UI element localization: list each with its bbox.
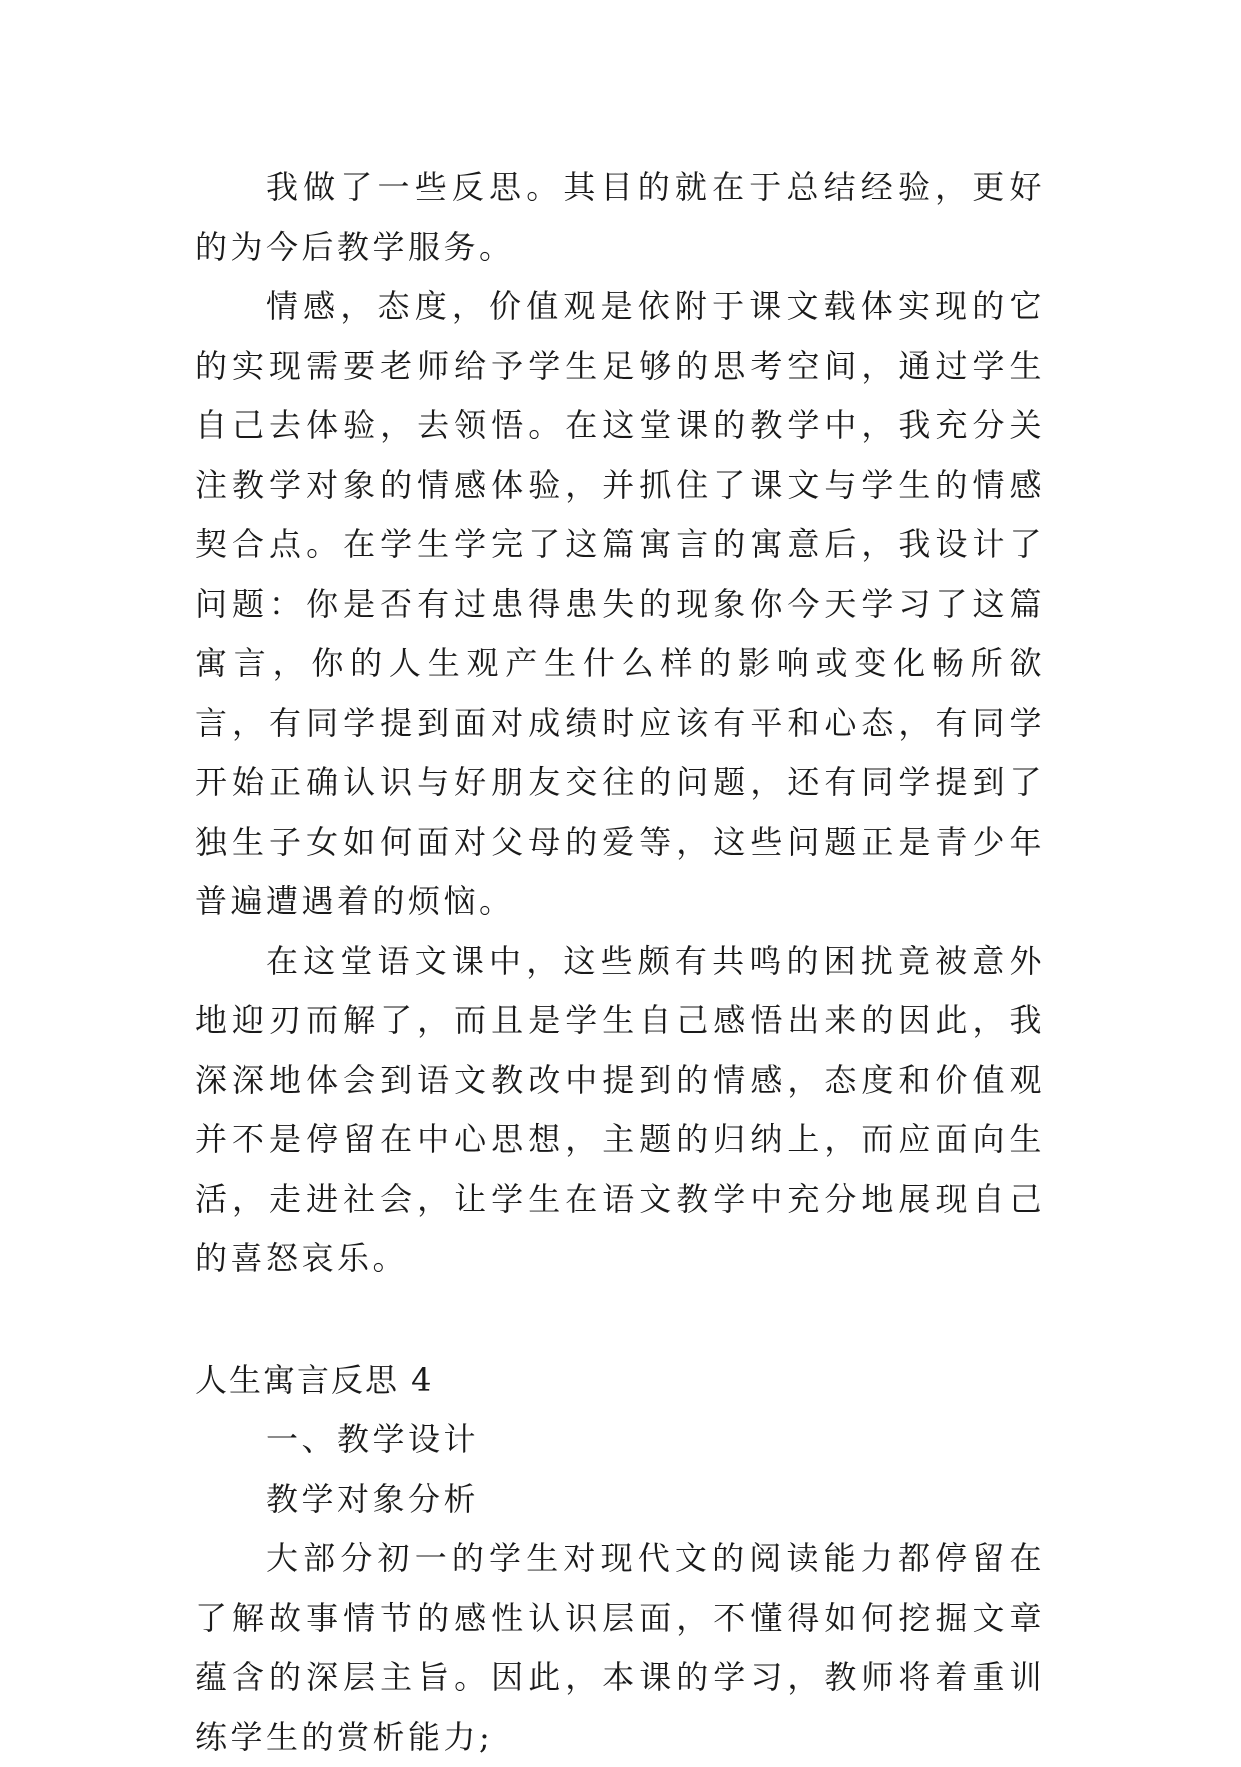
paragraph-emotion-attitude: 情感，态度，价值观是依附于课文载体实现的它的实现需要老师给予学生足够的思考空间，通过学生自己去体验，去领悟。在这堂课的教学中，我充分关注教学对象的情感体验，并抓住了课文与学生的情感契合点。在学生学完了这篇寓言的寓意后，我设计了问题：你是否有过患得患失的现象你今天学习了这篇寓言，你的人生观产生什么样的影响或变化畅所欲言，有同学提到面对成绩时应该有平和心态，有同学开始正确认识与好朋友交往的问题，还有同学提到了独生子女如何面对父母的爱等，这些问题正是青少年普遍遭遇着的烦恼。 <box>195 287 1045 920</box>
section-title: 人生寓言反思 4 <box>195 1360 434 1399</box>
subheading-student-analysis: 教学对象分析 <box>266 1479 480 1518</box>
paragraph-chinese-class: 在这堂语文课中，这些颇有共鸣的困扰竟被意外地迎刃而解了，而且是学生自己感悟出来的因此，我深深地体会到语文教改中提到的情感，态度和价值观并不是停留在中心思想，主题的归纳上，而应面向生活，走进社会，让学生在语文教学中充分地展现自己的喜怒哀乐。 <box>195 941 1045 1277</box>
subheading-teaching-design: 一、教学设计 <box>266 1420 480 1458</box>
document-body <box>195 158 1045 1767</box>
paragraph-student-ability: 大部分初一的学生对现代文的阅读能力都停留在了解故事情节的感性认识层面，不懂得如何挖掘文章蕴含的深层主旨。因此，本课的学习，教师将着重训练学生的赏析能力; <box>195 1539 1045 1756</box>
paragraph-reflection-intro: 我做了一些反思。其目的就在于总结经验，更好的为今后教学服务。 <box>195 168 1045 266</box>
